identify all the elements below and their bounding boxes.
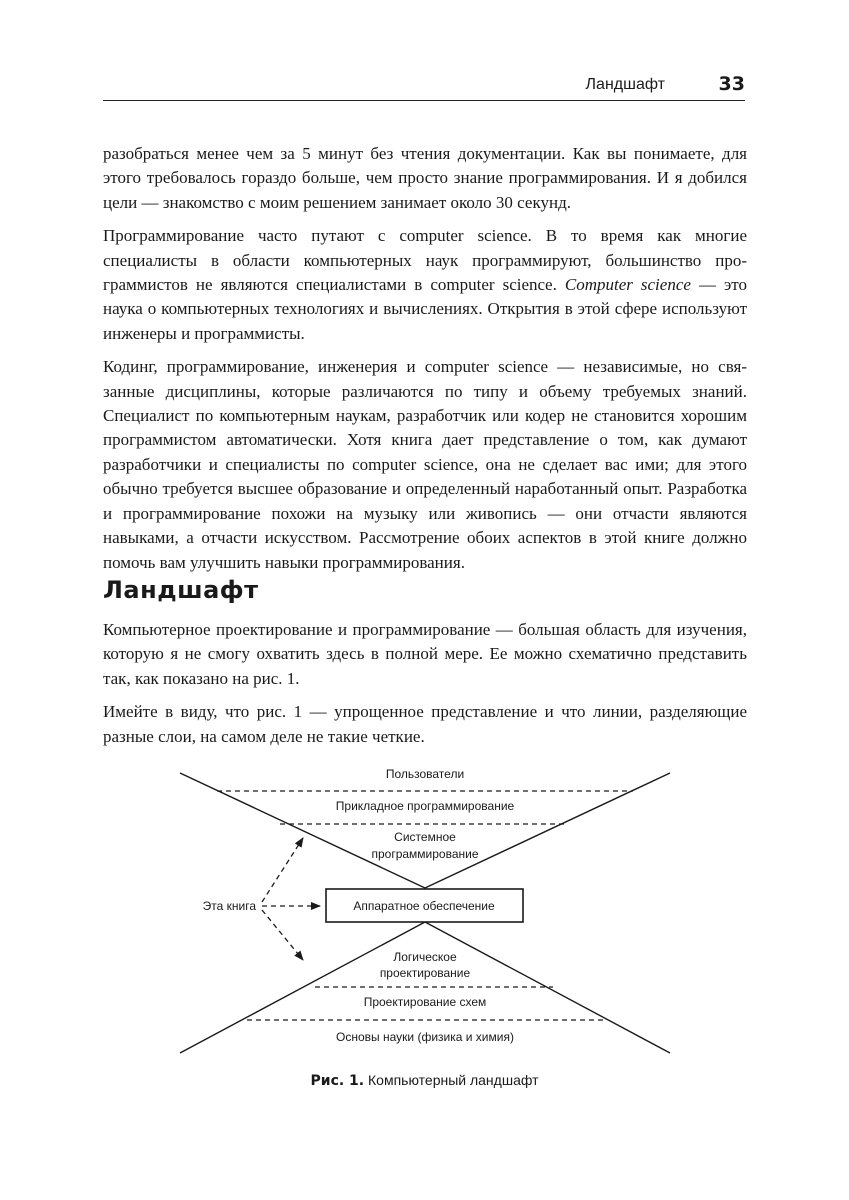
layer-label-applied: Прикладное программирование	[335, 799, 515, 813]
paragraph	[103, 224, 747, 346]
layer-label-logic: Логическое	[393, 950, 457, 964]
paragraph-text: Программирование часто путают с computer science. В то время как многие специалисты в области компьютерных наук программируют, большинство программистов не являются специалистами в computer science.	[103, 226, 747, 295]
figure-caption	[0, 1072, 849, 1089]
figure-caption-text: Компьютерный ландшафт	[364, 1072, 539, 1088]
paragraph: разобраться менее чем за 5 минут без чтения документации. Как вы понимаете, для этого требовалось гораздо больше, чем просто знание программирования. И я добился цели — знакомство с моим решением занимает около 30 секунд.	[103, 144, 747, 212]
running-head	[103, 72, 745, 101]
paragraph: Кодинг, программирование, инженерия и computer science — независимые, но связанные дисциплины, которые различаются по типу и объему требуемых знаний. Специалист по компьютерным наукам, разработчик или кодер не становится хорошим программистом автоматически. Хотя книга дает представление о том, как думают разработчики и специалисты по computer science, она не сделает вас ими; для этого обычно требуется высшее образование и определенный наработанный опыт. Разработка и программирование похожи на музыку или живопись — они отчасти являются навыками, а отчасти искусством. Рассмотрение обоих аспектов в этой книге должно помочь вам улучшить навыки программирования.	[103, 357, 747, 572]
text-block-after-heading	[103, 618, 747, 758]
hourglass-top-right-line	[425, 773, 670, 888]
landscape-diagram	[170, 760, 680, 1060]
section-heading: Ландшафт	[103, 576, 259, 604]
paragraph-text: — это наука о компьютерных технологиях и вычислениях. Открытия в этой сфере используют инженеры и программисты.	[103, 275, 747, 343]
page-number: 33	[718, 73, 745, 95]
layer-label-system: Системное	[394, 830, 456, 844]
layer-label-circuits: Проектирование схем	[363, 995, 487, 1009]
paragraph: Компьютерное проектирование и программирование — большая область для изучения, которую я не смогу охватить здесь в полной мере. Ее можно схематично представить так, как показано на рис. 1.	[103, 620, 747, 688]
book-arrow-system	[262, 838, 303, 902]
emphasis-term: Computer science	[564, 275, 691, 295]
book-label: Эта книга	[202, 899, 256, 913]
layer-label-logic: проектирование	[379, 966, 471, 980]
figure-caption-label: Рис. 1.	[310, 1073, 365, 1089]
running-head-section-title: Ландшафт	[585, 76, 665, 93]
layer-label-system: программирование	[371, 847, 479, 861]
book-arrow-logic	[262, 910, 303, 960]
paragraph: Имейте в виду, что рис. 1 — упрощенное представление и что линии, разделяющие разные слои, на самом деле не такие четкие.	[103, 702, 747, 746]
layer-label-science: Основы науки (физика и химия)	[336, 1030, 514, 1044]
layer-label-hardware: Аппаратное обеспечение	[353, 899, 495, 913]
hourglass-top-left-line	[180, 773, 425, 888]
layer-label-users: Пользователи	[385, 767, 465, 781]
text-block-before-heading	[103, 142, 747, 584]
figure-computer-landscape	[170, 760, 680, 1060]
